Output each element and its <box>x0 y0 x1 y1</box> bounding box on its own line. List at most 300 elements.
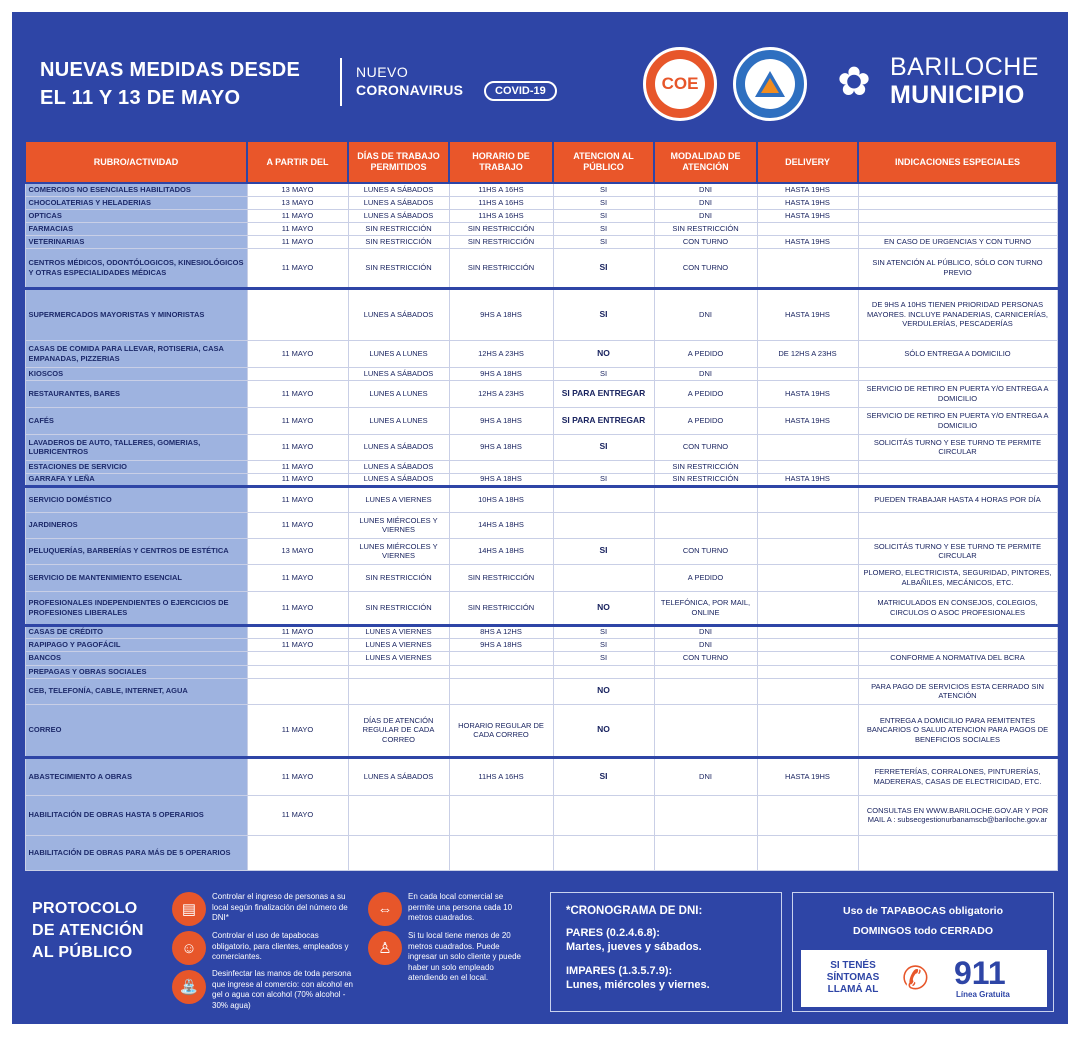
cell-horario: 11HS A 16HS <box>449 209 553 222</box>
table-row <box>25 473 1057 486</box>
covid-badge: COVID-19 <box>484 81 557 101</box>
cell-rubro: CAFÉS <box>25 407 247 434</box>
cell-horario <box>449 795 553 835</box>
cell-desde <box>247 665 348 678</box>
table-row <box>25 512 1057 538</box>
cell-indicaciones: PLOMERO, ELECTRICISTA, SEGURIDAD, PINTORES, ALBAÑILES, MECÁNICOS, ETC. <box>858 564 1057 591</box>
cell-modalidad: CON TURNO <box>654 248 757 288</box>
cell-delivery <box>757 538 858 564</box>
cell-atencion: SI <box>553 196 654 209</box>
cell-rubro: RESTAURANTES, BARES <box>25 380 247 407</box>
distance-icon: ⇔ <box>368 892 402 926</box>
cronograma-title: *CRONOGRAMA DE DNI: <box>566 905 703 917</box>
cell-indicaciones <box>858 183 1057 196</box>
cell-indicaciones: SÓLO ENTREGA A DOMICILIO <box>858 340 1057 367</box>
cell-dias <box>348 665 449 678</box>
col-modalidad: MODALIDAD DE ATENCIÓN <box>654 141 757 183</box>
cell-atencion: SI <box>553 367 654 380</box>
table-row <box>25 380 1057 407</box>
cell-dias: LUNES A LUNES <box>348 340 449 367</box>
cell-indicaciones <box>858 512 1057 538</box>
cell-desde <box>247 288 348 340</box>
cell-dias: SIN RESTRICCIÓN <box>348 235 449 248</box>
cell-desde <box>247 678 348 704</box>
cell-rubro: JARDINEROS <box>25 512 247 538</box>
cell-modalidad: DNI <box>654 367 757 380</box>
coe-logo-text: COE <box>655 59 705 109</box>
cell-indicaciones: MATRICULADOS EN CONSEJOS, COLEGIOS, CIRCULOS O ASOC PROFESIONALES <box>858 591 1057 625</box>
id-card-icon: ▤ <box>172 892 206 926</box>
cell-delivery: HASTA 19HS <box>757 407 858 434</box>
cell-delivery <box>757 835 858 870</box>
cell-desde: 11 MAYO <box>247 486 348 512</box>
cell-indicaciones <box>858 473 1057 486</box>
cell-desde <box>247 367 348 380</box>
cell-dias: LUNES A SÁBADOS <box>348 460 449 473</box>
header-divider <box>340 58 342 106</box>
cell-modalidad: A PEDIDO <box>654 407 757 434</box>
col-rubro: RUBRO/ACTIVIDAD <box>25 141 247 183</box>
table-row <box>25 486 1057 512</box>
protocolo-line-2: DE ATENCIÓN <box>32 922 144 939</box>
cell-dias: LUNES A SÁBADOS <box>348 209 449 222</box>
table-row <box>25 209 1057 222</box>
cell-delivery <box>757 651 858 665</box>
table-row <box>25 222 1057 235</box>
cell-atencion: SI <box>553 248 654 288</box>
domingos-text: DOMINGOS todo CERRADO <box>853 925 993 937</box>
emergency-number: 911 <box>954 955 1006 991</box>
cell-delivery: HASTA 19HS <box>757 473 858 486</box>
cell-modalidad: CON TURNO <box>654 538 757 564</box>
cell-rubro: RAPIPAGO Y PAGOFÁCIL <box>25 638 247 651</box>
pares-label: PARES (0.2.4.6.8): <box>566 927 660 939</box>
cell-desde: 11 MAYO <box>247 222 348 235</box>
cell-rubro: CASAS DE COMIDA PARA LLEVAR, ROTISERIA, CASA EMPANADAS, PIZZERIAS <box>25 340 247 367</box>
cell-desde: 11 MAYO <box>247 434 348 460</box>
cell-horario <box>449 678 553 704</box>
cell-rubro: PREPAGAS Y OBRAS SOCIALES <box>25 665 247 678</box>
cell-horario <box>449 665 553 678</box>
protocol-item-4: En cada local comercial se permite una persona cada 10 metros cuadrados. <box>408 892 513 922</box>
triangle-icon <box>753 69 787 99</box>
cronograma-pares <box>566 926 702 954</box>
cell-horario: SIN RESTRICCIÓN <box>449 591 553 625</box>
cell-horario: 10HS A 18HS <box>449 486 553 512</box>
cell-delivery <box>757 367 858 380</box>
cell-atencion: NO <box>553 704 654 757</box>
cell-desde: 13 MAYO <box>247 183 348 196</box>
cell-indicaciones: FERRETERÍAS, CORRALONES, PINTURERÍAS, MADERERAS, CASAS DE ELECTRICIDAD, ETC. <box>858 757 1057 795</box>
cell-indicaciones <box>858 625 1057 638</box>
cell-rubro: KIOSCOS <box>25 367 247 380</box>
cell-desde: 11 MAYO <box>247 460 348 473</box>
table-row <box>25 460 1057 473</box>
cell-delivery: DE 12HS A 23HS <box>757 340 858 367</box>
protocol-item-3: Desinfectar las manos de toda persona que ingrese al comercio: con alcohol en gel o agua con alcohol (70% alcohol - 30% agua) <box>212 969 353 1010</box>
cell-delivery <box>757 795 858 835</box>
cell-rubro: FARMACIAS <box>25 222 247 235</box>
cell-desde: 11 MAYO <box>247 704 348 757</box>
table-row <box>25 835 1057 870</box>
cell-desde: 11 MAYO <box>247 380 348 407</box>
linea-gratuita: Línea Gratuita <box>956 990 1010 999</box>
title-line-2: EL 11 Y 13 DE MAYO <box>40 87 241 109</box>
cell-delivery: HASTA 19HS <box>757 288 858 340</box>
cell-rubro: OPTICAS <box>25 209 247 222</box>
cell-atencion: SI <box>553 473 654 486</box>
cell-modalidad: CON TURNO <box>654 434 757 460</box>
cell-desde: 11 MAYO <box>247 209 348 222</box>
proteccion-civil-icon <box>733 47 807 121</box>
cell-delivery: HASTA 19HS <box>757 757 858 795</box>
cell-rubro: VETERINARIAS <box>25 235 247 248</box>
cell-delivery <box>757 704 858 757</box>
cell-atencion: SI <box>553 222 654 235</box>
cell-horario <box>449 651 553 665</box>
nuevo-label: NUEVO <box>356 64 409 80</box>
cell-dias: SIN RESTRICCIÓN <box>348 248 449 288</box>
cell-atencion <box>553 665 654 678</box>
cell-atencion <box>553 835 654 870</box>
cell-dias <box>348 795 449 835</box>
table-row <box>25 235 1057 248</box>
cell-delivery <box>757 460 858 473</box>
bariloche-flower-logo: ✿ <box>837 60 871 104</box>
cell-dias: LUNES A SÁBADOS <box>348 288 449 340</box>
table-row <box>25 704 1057 757</box>
col-indicaciones: INDICACIONES ESPECIALES <box>858 141 1057 183</box>
cell-delivery: HASTA 19HS <box>757 380 858 407</box>
cell-atencion <box>553 512 654 538</box>
cell-modalidad: DNI <box>654 209 757 222</box>
table-row <box>25 625 1057 638</box>
cell-dias: LUNES A SÁBADOS <box>348 183 449 196</box>
cell-horario: 9HS A 18HS <box>449 367 553 380</box>
cell-dias <box>348 678 449 704</box>
table-row <box>25 248 1057 288</box>
cell-horario: 9HS A 18HS <box>449 407 553 434</box>
cell-modalidad: A PEDIDO <box>654 564 757 591</box>
impares-label: IMPARES (1.3.5.7.9): <box>566 965 673 977</box>
cell-dias: LUNES A VIERNES <box>348 638 449 651</box>
cell-desde: 11 MAYO <box>247 248 348 288</box>
cell-atencion: NO <box>553 678 654 704</box>
cell-atencion: SI <box>553 183 654 196</box>
cell-delivery <box>757 665 858 678</box>
cell-delivery <box>757 434 858 460</box>
cell-horario: 11HS A 16HS <box>449 757 553 795</box>
cell-indicaciones: CONFORME A NORMATIVA DEL BCRA <box>858 651 1057 665</box>
coe-seal-icon <box>643 47 717 121</box>
cell-dias: LUNES A SÁBADOS <box>348 473 449 486</box>
cell-desde: 11 MAYO <box>247 591 348 625</box>
cell-desde: 13 MAYO <box>247 538 348 564</box>
cell-dias: LUNES A LUNES <box>348 407 449 434</box>
cell-desde: 11 MAYO <box>247 340 348 367</box>
cell-modalidad <box>654 835 757 870</box>
cell-dias: LUNES A SÁBADOS <box>348 196 449 209</box>
cell-horario: SIN RESTRICCIÓN <box>449 235 553 248</box>
cronograma-impares <box>566 964 710 992</box>
cell-rubro: HABILITACIÓN DE OBRAS HASTA 5 OPERARIOS <box>25 795 247 835</box>
cell-modalidad: CON TURNO <box>654 651 757 665</box>
cell-modalidad: DNI <box>654 757 757 795</box>
cell-atencion: SI <box>553 538 654 564</box>
col-dias: DÍAS DE TRABAJO PERMITIDOS <box>348 141 449 183</box>
cell-rubro: ESTACIONES DE SERVICIO <box>25 460 247 473</box>
cell-desde: 11 MAYO <box>247 757 348 795</box>
table-row <box>25 340 1057 367</box>
cell-horario: 11HS A 16HS <box>449 183 553 196</box>
phone-icon: ✆ <box>902 960 929 996</box>
cell-delivery <box>757 638 858 651</box>
cell-horario: 9HS A 18HS <box>449 473 553 486</box>
table-row <box>25 538 1057 564</box>
table-row <box>25 651 1057 665</box>
cell-dias: SIN RESTRICCIÓN <box>348 564 449 591</box>
cell-indicaciones: DE 9HS A 10HS TIENEN PRIORIDAD PERSONAS MAYORES. INCLUYE PANADERIAS, CARNICERÍAS, VERDULERÍAS, PESCADERÍAS <box>858 288 1057 340</box>
sintomas-text: SI TENÉS SÍNTOMAS LLAMÁ AL <box>826 960 880 995</box>
cell-delivery <box>757 486 858 512</box>
cell-horario: 9HS A 18HS <box>449 638 553 651</box>
cell-indicaciones <box>858 460 1057 473</box>
cell-indicaciones <box>858 665 1057 678</box>
cell-horario: 12HS A 23HS <box>449 380 553 407</box>
cell-horario <box>449 460 553 473</box>
person-icon: ♙ <box>368 931 402 965</box>
cell-indicaciones: PUEDEN TRABAJAR HASTA 4 HORAS POR DÍA <box>858 486 1057 512</box>
municipio-name: MUNICIPIO <box>890 81 1025 109</box>
mask-icon: ☺ <box>172 931 206 965</box>
cell-indicaciones: SERVICIO DE RETIRO EN PUERTA Y/O ENTREGA A DOMICILIO <box>858 407 1057 434</box>
cell-dias: LUNES A VIERNES <box>348 625 449 638</box>
table-row <box>25 665 1057 678</box>
cell-modalidad: DNI <box>654 625 757 638</box>
cell-horario: 12HS A 23HS <box>449 340 553 367</box>
cell-horario: SIN RESTRICCIÓN <box>449 222 553 235</box>
table-row <box>25 434 1057 460</box>
cell-modalidad: DNI <box>654 183 757 196</box>
bariloche-name: BARILOCHE <box>890 53 1039 81</box>
cell-atencion <box>553 460 654 473</box>
col-atencion: ATENCION AL PÚBLICO <box>553 141 654 183</box>
cell-horario: 11HS A 16HS <box>449 196 553 209</box>
cell-atencion: NO <box>553 340 654 367</box>
cell-atencion: SI <box>553 288 654 340</box>
cell-indicaciones: ENTREGA A DOMICILIO PARA REMITENTES BANCARIOS O SALUD ATENCION PARA PAGOS DE BENEFICIOS SOCIALES <box>858 704 1057 757</box>
cell-desde <box>247 651 348 665</box>
cell-desde: 11 MAYO <box>247 795 348 835</box>
cell-atencion: SI PARA ENTREGAR <box>553 380 654 407</box>
cell-delivery <box>757 625 858 638</box>
cell-desde: 11 MAYO <box>247 638 348 651</box>
cell-horario: SIN RESTRICCIÓN <box>449 248 553 288</box>
cell-rubro: CHOCOLATERIAS Y HELADERIAS <box>25 196 247 209</box>
page-title <box>40 56 300 112</box>
cell-desde: 11 MAYO <box>247 235 348 248</box>
cell-modalidad <box>654 678 757 704</box>
cell-modalidad <box>654 512 757 538</box>
cell-modalidad: CON TURNO <box>654 235 757 248</box>
cell-modalidad: SIN RESTRICCIÓN <box>654 222 757 235</box>
cell-modalidad <box>654 486 757 512</box>
cell-indicaciones <box>858 222 1057 235</box>
cell-rubro: CASAS DE CRÉDITO <box>25 625 247 638</box>
protocol-item-2: Controlar el uso de tapabocas obligatorio, para clientes, empleados y comerciantes. <box>212 931 349 961</box>
cell-delivery <box>757 512 858 538</box>
cell-horario <box>449 835 553 870</box>
cell-desde: 11 MAYO <box>247 564 348 591</box>
cell-atencion <box>553 795 654 835</box>
tapabocas-text: Uso de TAPABOCAS obligatorio <box>842 905 1004 917</box>
cell-delivery <box>757 678 858 704</box>
cell-modalidad: DNI <box>654 638 757 651</box>
cell-indicaciones: SOLICITÁS TURNO Y ESE TURNO TE PERMITE CIRCULAR <box>858 538 1057 564</box>
cell-modalidad <box>654 795 757 835</box>
table-row <box>25 196 1057 209</box>
title-line-1: NUEVAS MEDIDAS DESDE <box>40 59 301 81</box>
cell-dias: DÍAS DE ATENCIÓN REGULAR DE CADA CORREO <box>348 704 449 757</box>
cell-horario: 14HS A 18HS <box>449 538 553 564</box>
cell-modalidad <box>654 704 757 757</box>
table-header-row <box>25 141 1057 183</box>
cell-rubro: SERVICIO DOMÉSTICO <box>25 486 247 512</box>
cell-delivery <box>757 248 858 288</box>
cell-rubro: LAVADEROS DE AUTO, TALLERES, GOMERIAS, LUBRICENTROS <box>25 434 247 460</box>
table-row <box>25 757 1057 795</box>
cell-rubro: GARRAFA Y LEÑA <box>25 473 247 486</box>
protocolo-line-3: AL PÚBLICO <box>32 944 133 961</box>
cell-modalidad: DNI <box>654 288 757 340</box>
cell-delivery: HASTA 19HS <box>757 235 858 248</box>
cell-atencion: SI <box>553 638 654 651</box>
cell-atencion: SI <box>553 625 654 638</box>
cell-indicaciones: SOLICITÁS TURNO Y ESE TURNO TE PERMITE CIRCULAR <box>858 434 1057 460</box>
cell-horario: 9HS A 18HS <box>449 434 553 460</box>
cell-atencion: SI <box>553 651 654 665</box>
cell-delivery: HASTA 19HS <box>757 209 858 222</box>
cell-horario: 9HS A 18HS <box>449 288 553 340</box>
cell-modalidad: SIN RESTRICCIÓN <box>654 460 757 473</box>
cell-modalidad: DNI <box>654 196 757 209</box>
cell-dias: SIN RESTRICCIÓN <box>348 222 449 235</box>
cell-dias: LUNES MIÉRCOLES Y VIERNES <box>348 512 449 538</box>
cell-modalidad: TELEFÓNICA, POR MAIL, ONLINE <box>654 591 757 625</box>
cell-atencion: SI <box>553 434 654 460</box>
table-row <box>25 564 1057 591</box>
cell-dias: LUNES A VIERNES <box>348 651 449 665</box>
cell-delivery <box>757 591 858 625</box>
table-row <box>25 638 1057 651</box>
cell-rubro: SUPERMERCADOS MAYORISTAS Y MINORISTAS <box>25 288 247 340</box>
sanitizer-icon: ⛲ <box>172 970 206 1004</box>
coronavirus-label: CORONAVIRUS <box>356 82 464 98</box>
cell-indicaciones: CONSULTAS EN WWW.BARILOCHE.GOV.AR Y POR MAIL A : subsecgestionurbanamscb@bariloche.gov.ar <box>858 795 1057 835</box>
cell-atencion: SI PARA ENTREGAR <box>553 407 654 434</box>
cell-indicaciones <box>858 835 1057 870</box>
cell-dias: LUNES MIÉRCOLES Y VIERNES <box>348 538 449 564</box>
cell-desde: 11 MAYO <box>247 473 348 486</box>
table-row <box>25 678 1057 704</box>
impares-days: Lunes, miércoles y viernes. <box>566 979 710 991</box>
cell-horario: SIN RESTRICCIÓN <box>449 564 553 591</box>
measures-table <box>24 140 1058 871</box>
cell-atencion <box>553 564 654 591</box>
cell-delivery: HASTA 19HS <box>757 196 858 209</box>
table-row <box>25 183 1057 196</box>
cell-atencion: SI <box>553 209 654 222</box>
cell-delivery: HASTA 19HS <box>757 183 858 196</box>
cell-indicaciones: SERVICIO DE RETIRO EN PUERTA Y/O ENTREGA A DOMICILIO <box>858 380 1057 407</box>
cell-rubro: ABASTECIMIENTO A OBRAS <box>25 757 247 795</box>
cell-rubro: PELUQUERÍAS, BARBERÍAS Y CENTROS DE ESTÉTICA <box>25 538 247 564</box>
cell-rubro: COMERCIOS NO ESENCIALES HABILITADOS <box>25 183 247 196</box>
col-horario: HORARIO DE TRABAJO <box>449 141 553 183</box>
col-desde: A PARTIR DEL <box>247 141 348 183</box>
cell-dias <box>348 835 449 870</box>
cell-indicaciones <box>858 196 1057 209</box>
cell-modalidad <box>654 665 757 678</box>
cell-dias: LUNES A VIERNES <box>348 486 449 512</box>
cell-desde: 11 MAYO <box>247 407 348 434</box>
cell-atencion: SI <box>553 235 654 248</box>
cell-rubro: HABILITACIÓN DE OBRAS PARA MÁS DE 5 OPERARIOS <box>25 835 247 870</box>
cell-modalidad: A PEDIDO <box>654 340 757 367</box>
cell-rubro: CENTROS MÉDICOS, ODONTÓLOGICOS, KINESIOLÓGICOS Y OTRAS ESPECIALIDADES MÉDICAS <box>25 248 247 288</box>
cell-rubro: CEB, TELEFONÍA, CABLE, INTERNET, AGUA <box>25 678 247 704</box>
table-row <box>25 288 1057 340</box>
table-row <box>25 591 1057 625</box>
cell-rubro: BANCOS <box>25 651 247 665</box>
cell-indicaciones: SIN ATENCIÓN AL PÚBLICO, SÓLO CON TURNO PREVIO <box>858 248 1057 288</box>
pares-days: Martes, jueves y sábados. <box>566 941 702 953</box>
cell-atencion <box>553 486 654 512</box>
cell-rubro: CORREO <box>25 704 247 757</box>
cell-atencion: SI <box>553 757 654 795</box>
cell-modalidad: SIN RESTRICCIÓN <box>654 473 757 486</box>
cell-dias: LUNES A SÁBADOS <box>348 367 449 380</box>
table-row <box>25 407 1057 434</box>
cell-horario: 8HS A 12HS <box>449 625 553 638</box>
cell-indicaciones <box>858 209 1057 222</box>
cell-atencion: NO <box>553 591 654 625</box>
cell-desde: 11 MAYO <box>247 512 348 538</box>
protocol-item-5: Si tu local tiene menos de 20 metros cuadrados. Puede ingresar un solo cliente y puede haber un solo empleado atendiendo en el local. <box>408 931 521 982</box>
cell-desde: 13 MAYO <box>247 196 348 209</box>
col-delivery: DELIVERY <box>757 141 858 183</box>
cell-rubro: PROFESIONALES INDEPENDIENTES O EJERCICIOS DE PROFESIONES LIBERALES <box>25 591 247 625</box>
cell-dias: SIN RESTRICCIÓN <box>348 591 449 625</box>
cell-indicaciones <box>858 367 1057 380</box>
protocolo-title <box>32 898 144 964</box>
cell-indicaciones: EN CASO DE URGENCIAS Y CON TURNO <box>858 235 1057 248</box>
cell-indicaciones: PARA PAGO DE SERVICIOS ESTA CERRADO SIN ATENCIÓN <box>858 678 1057 704</box>
cell-horario: HORARIO REGULAR DE CADA CORREO <box>449 704 553 757</box>
cell-indicaciones <box>858 638 1057 651</box>
cell-desde <box>247 835 348 870</box>
cell-dias: LUNES A SÁBADOS <box>348 434 449 460</box>
cell-dias: LUNES A SÁBADOS <box>348 757 449 795</box>
cell-dias: LUNES A LUNES <box>348 380 449 407</box>
cell-desde: 11 MAYO <box>247 625 348 638</box>
table-row <box>25 367 1057 380</box>
cell-rubro: SERVICIO DE MANTENIMIENTO ESENCIAL <box>25 564 247 591</box>
table-row <box>25 795 1057 835</box>
cell-modalidad: A PEDIDO <box>654 380 757 407</box>
protocol-item-1: Controlar el ingreso de personas a su local según finalización del número de DNI* <box>212 892 348 922</box>
cell-delivery <box>757 564 858 591</box>
